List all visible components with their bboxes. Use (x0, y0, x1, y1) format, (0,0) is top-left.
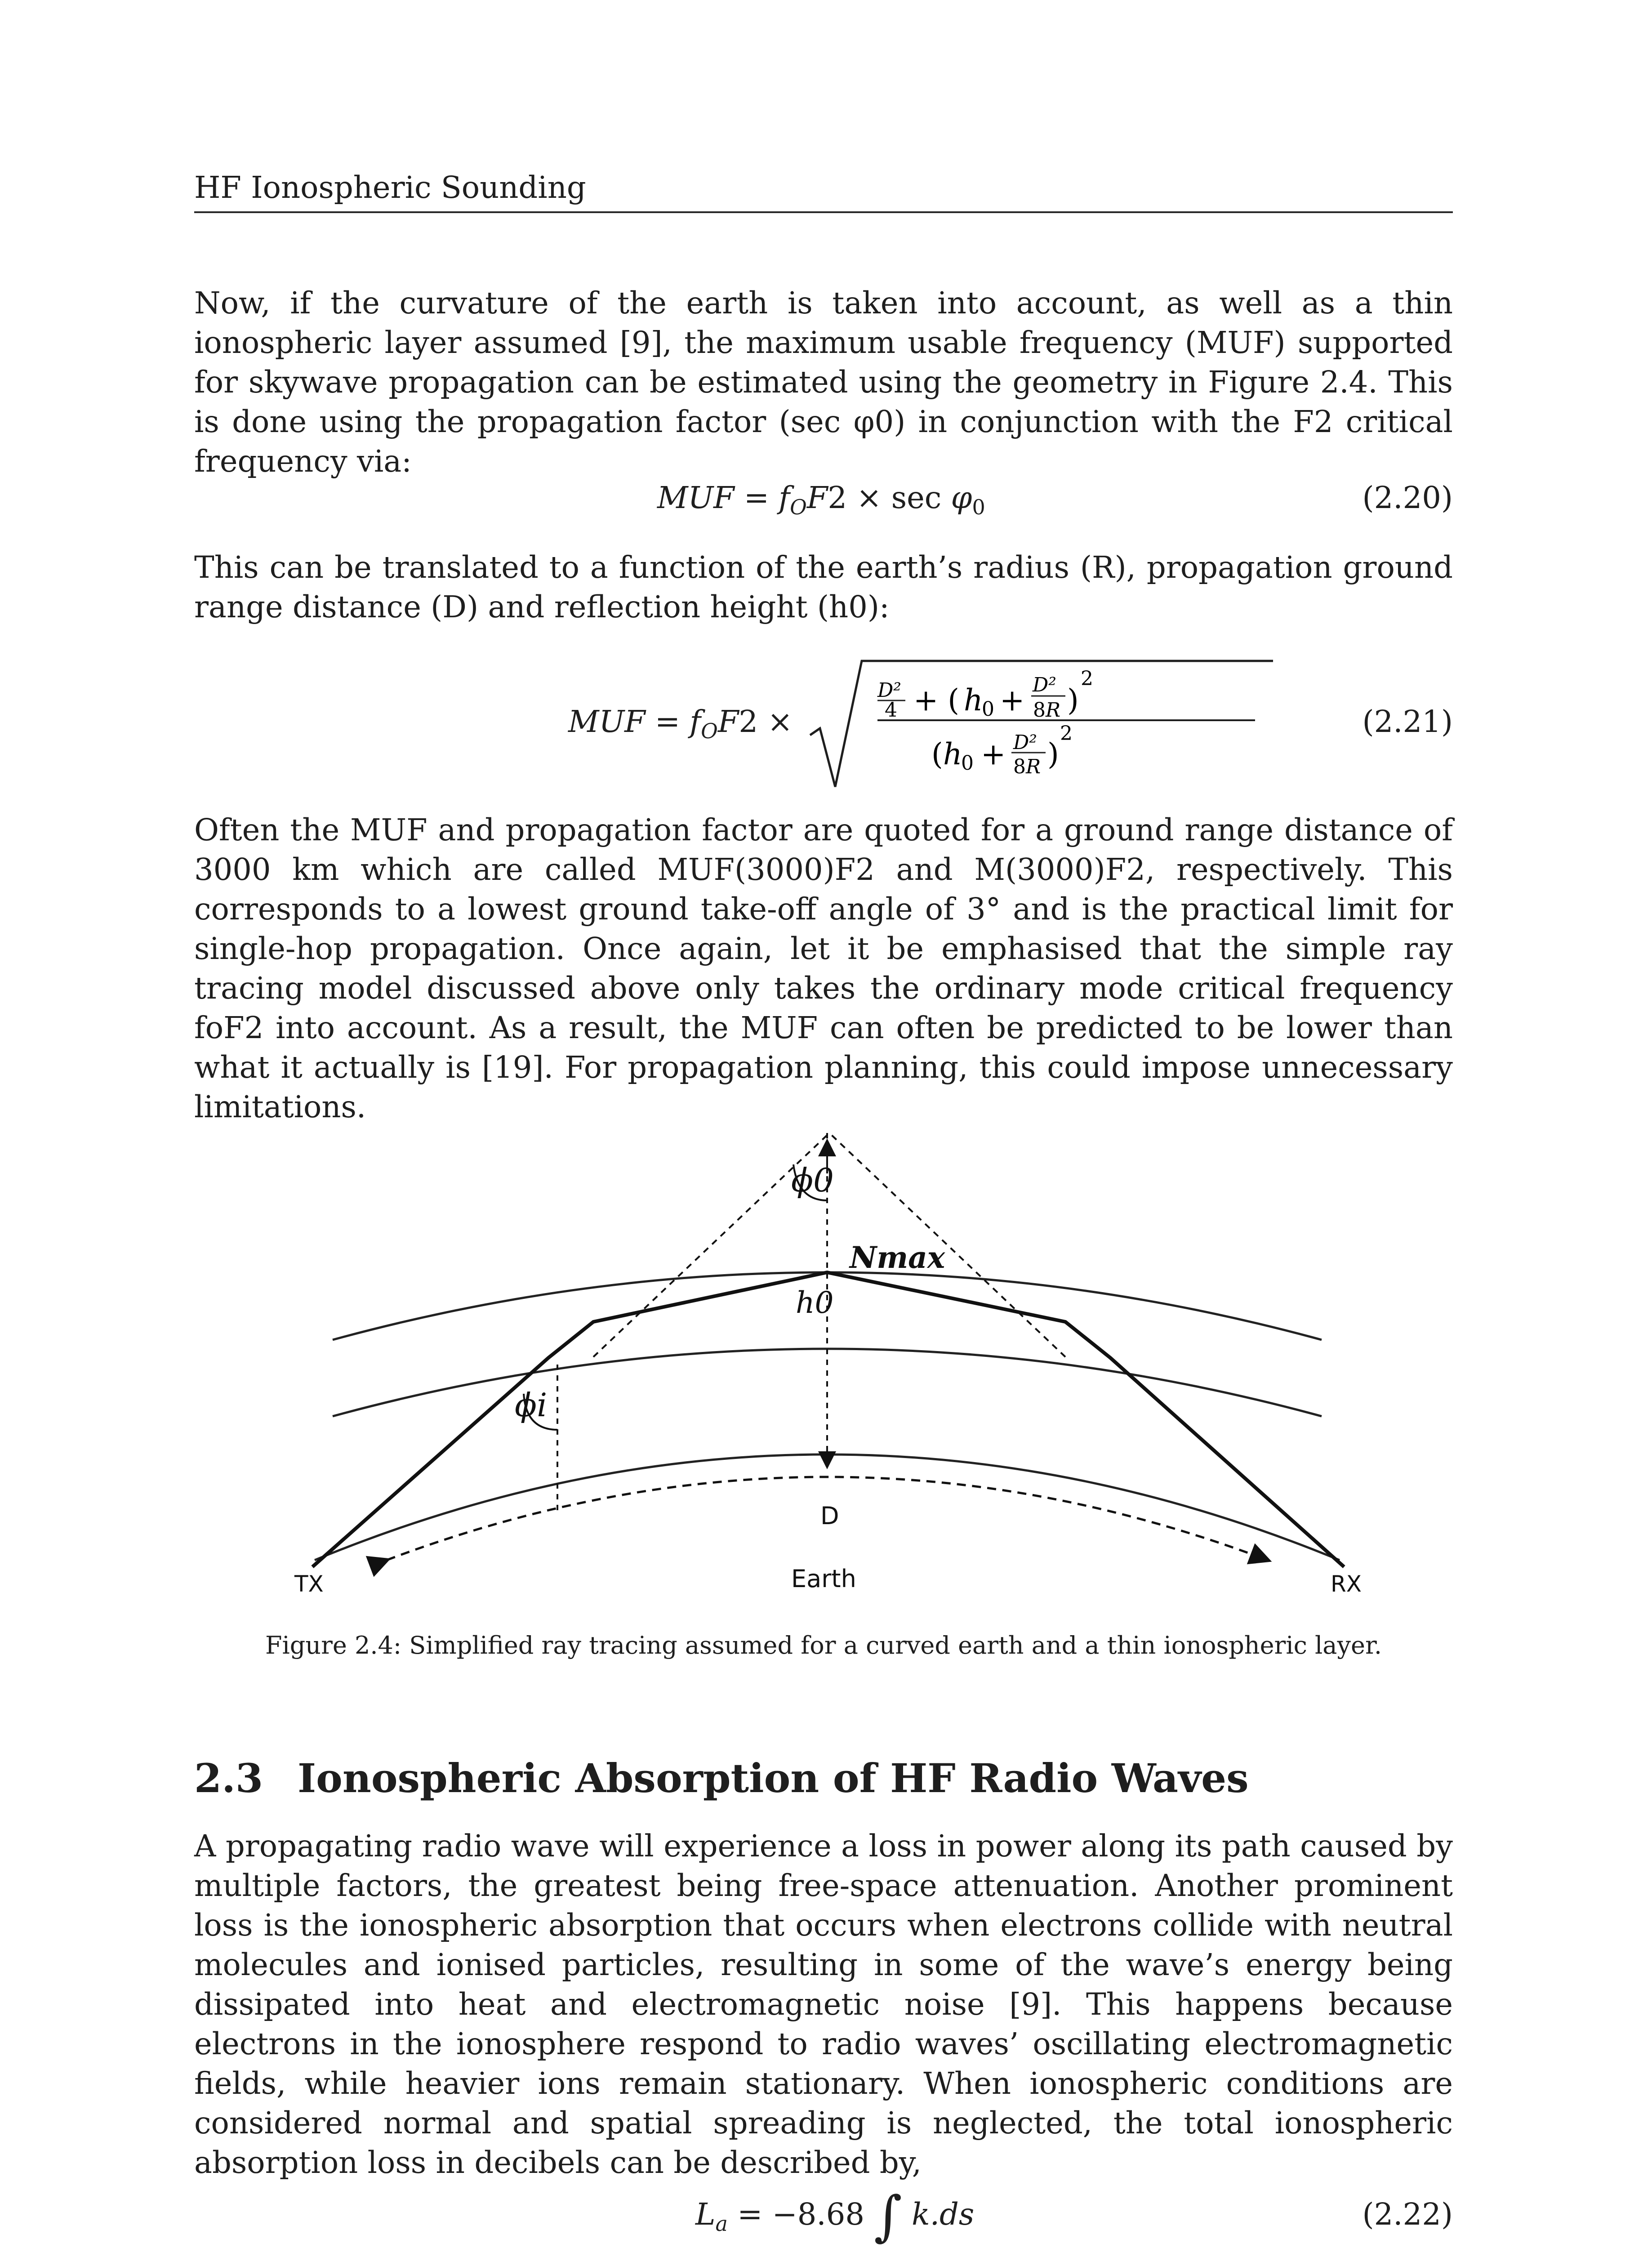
svg-text:D²: D² (1013, 731, 1037, 754)
equation-2-22-number: (2.22) (1362, 2197, 1453, 2232)
equation-2-22-body: $L_a = -8.68$ ∫ k.ds (695, 2185, 975, 2248)
svg-text:0: 0 (982, 698, 994, 721)
svg-text:0: 0 (961, 752, 974, 775)
label-phi0: ϕ0 (791, 1161, 834, 1199)
svg-text:2: 2 (1060, 722, 1073, 745)
svg-text:+ (: + ( (913, 683, 960, 718)
svg-text:2: 2 (1081, 667, 1093, 690)
svg-text:h: h (964, 683, 983, 718)
section-number: 2.3 (194, 1755, 263, 1802)
label-tx: TX (294, 1571, 324, 1597)
equation-2-21-radical (806, 656, 1278, 791)
paragraph-muf-intro: Now, if the curvature of the earth is taken into account, as well as a thin ionospheric layer assumed [9], the maximum usable frequency (MUF) supported for skywave propagation can be estimated using the geometry in Figure 2.4. This is done using the propagation factor (sec φ0) in conjunction with the F2 critical frequency via: (194, 285, 1453, 479)
ray-tracing-figure (270, 1124, 1394, 1623)
label-d: D (820, 1502, 839, 1530)
equation-2-22 (194, 2181, 1453, 2248)
running-header: HF Ionospheric Sounding (194, 170, 586, 205)
svg-text:+: + (981, 737, 1006, 772)
label-nmax: Nmax (850, 1240, 945, 1275)
svg-text:8R: 8R (1033, 699, 1061, 722)
equation-2-20-number: (2.20) (1362, 480, 1453, 515)
equation-2-20-body: MUF = $f_OF2 \times \sec \varphi_0$ (657, 480, 985, 519)
svg-text:8R: 8R (1013, 755, 1041, 778)
paragraph-muf-3000: Often the MUF and propagation factor are quoted for a ground range distance of 3000 km which are called MUF(3000)F2 and M(3000)F2, respectively. This corresponds to a lowest ground take-off angle of 3° and is the practical limit for single-hop propagation. Once again, let it be emphasised that the simple ray tracing model discussed above only takes the ordinary mode critical frequency foF2 into account. As a result, the MUF can often be predicted to be lower than what it actually is [19]. For propagation planning, this could impose unnecessary limitations. (194, 812, 1453, 1124)
svg-text:D²: D² (877, 679, 901, 702)
paragraph-translation: This can be translated to a function of the earth’s radius (R), propagation ground range distance (D) and reflection height (h0): (194, 550, 1453, 624)
svg-text:h: h (943, 737, 962, 772)
equation-2-21-number: (2.21) (1362, 704, 1453, 739)
svg-text:+: + (1000, 683, 1025, 718)
equation-2-21 (194, 656, 1453, 791)
equation-2-21-lhs: MUF = $f_OF2$ × (568, 704, 793, 743)
svg-text:): ) (1067, 683, 1079, 718)
label-rx: RX (1331, 1571, 1362, 1597)
svg-text:4: 4 (885, 699, 897, 722)
header-rule (194, 211, 1453, 213)
section-heading (194, 1753, 1453, 1803)
svg-text:): ) (1047, 737, 1059, 772)
label-phii: ϕi (515, 1386, 548, 1424)
figure-caption: Figure 2.4: Simplified ray tracing assumed for a curved earth and a thin ionospheric layer. (265, 1631, 1382, 1659)
svg-text:D²: D² (1033, 674, 1056, 696)
label-h0: h0 (796, 1285, 834, 1320)
svg-text:(: ( (931, 737, 943, 772)
paragraph-absorption: A propagating radio wave will experience a loss in power along its path caused by multiple factors, the greatest being free-space attenuation. Another prominent loss is the ionospheric absorption that occurs when electrons collide with neutral molecules and ionised particles, resulting in some of the wave’s energy being dissipated into heat and electromagnetic noise [9]. This happens because electrons in the ionosphere respond to radio waves’ oscillating electromagnetic fields, while heavier ions remain stationary. When ionospheric conditions are considered normal and spatial spreading is neglected, the total ionospheric absorption loss in decibels can be described by, (194, 1829, 1453, 2180)
section-title-text: Ionospheric Absorption of HF Radio Waves (298, 1755, 1249, 1802)
label-earth: Earth (791, 1565, 856, 1593)
